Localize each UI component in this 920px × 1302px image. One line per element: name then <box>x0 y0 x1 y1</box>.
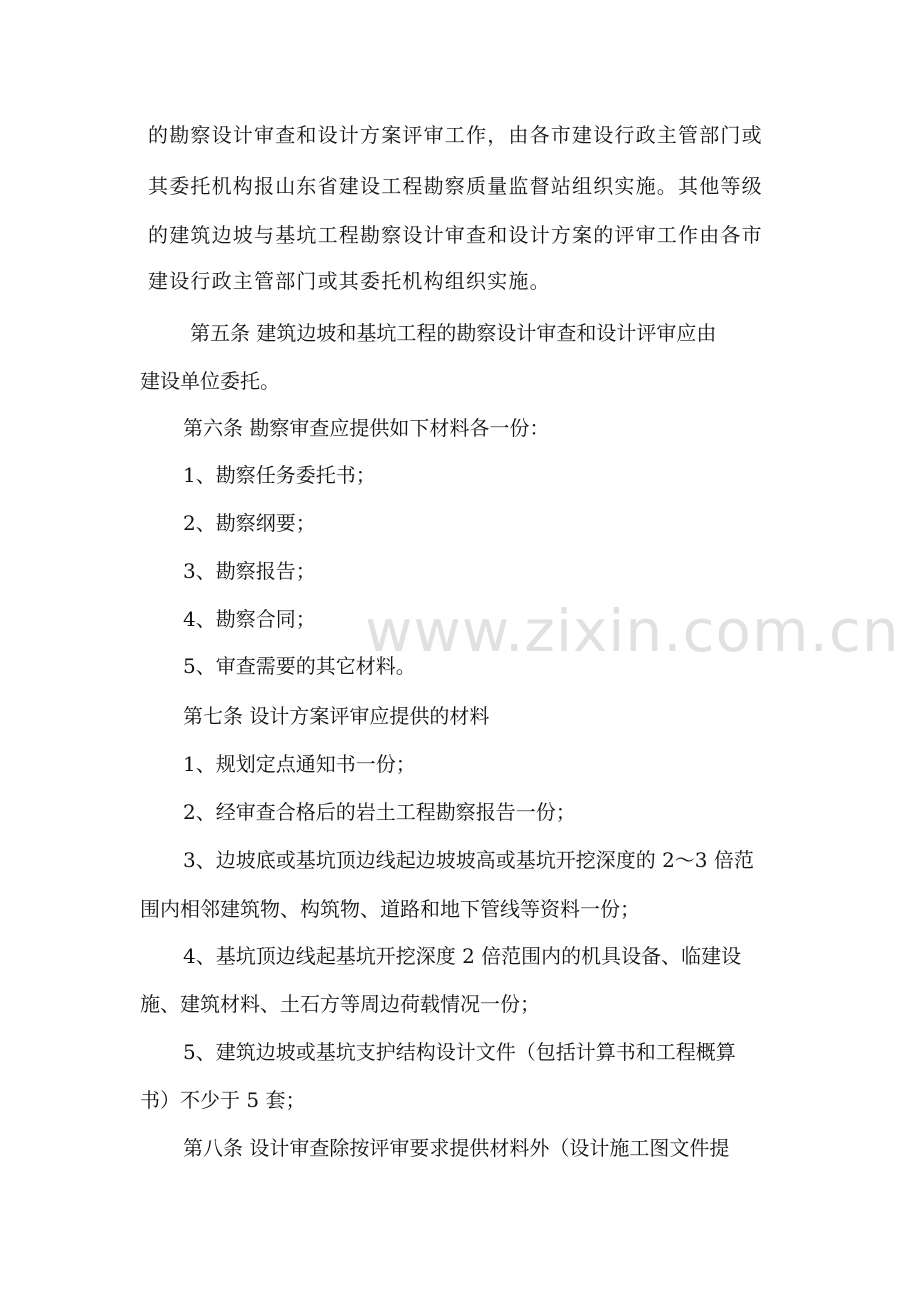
list-item: 3、勘察报告； <box>183 559 316 583</box>
list-item: 2、勘察纲要； <box>183 511 316 535</box>
article-8-line: 第八条 设计审查除按评审要求提供材料外（设计施工图文件提 <box>183 1136 730 1160</box>
paragraph-line: 其委托机构报山东省建设工程勘察质量监督站组织实施。其他等级 <box>148 174 763 198</box>
list-item-continuation: 书）不少于 5 套； <box>140 1088 306 1112</box>
paragraph-line: 建设行政主管部门或其委托机构组织实施。 <box>148 269 551 293</box>
article-5-continuation: 建设单位委托。 <box>140 369 280 393</box>
list-item: 3、边坡底或基坑顶边线起边坡坡高或基坑开挖深度的 2～3 倍范 <box>183 848 754 872</box>
article-5-line: 第五条 建筑边坡和基坑工程的勘察设计审查和设计评审应由 <box>190 321 717 345</box>
article-7-heading: 第七条 设计方案评审应提供的材料 <box>183 704 490 728</box>
list-item-continuation: 围内相邻建筑物、构筑物、道路和地下管线等资料一份； <box>140 897 640 921</box>
list-item: 1、勘察任务委托书； <box>183 463 376 487</box>
paragraph-line: 的建筑边坡与基坑工程勘察设计审查和设计方案的评审工作由各市 <box>148 223 763 247</box>
list-item-continuation: 施、建筑材料、土石方等周边荷载情况一份； <box>140 992 540 1016</box>
list-item: 5、建筑边坡或基坑支护结构设计文件（包括计算书和工程概算 <box>183 1040 736 1064</box>
list-item: 4、勘察合同； <box>183 607 316 631</box>
article-6-heading: 第六条 勘察审查应提供如下材料各一份： <box>183 416 550 440</box>
paragraph-line: 的勘察设计审查和设计方案评审工作，由各市建设行政主管部门或 <box>148 123 763 147</box>
watermark: www.zixin.com.cn <box>365 597 900 665</box>
list-item: 5、审查需要的其它材料。 <box>183 654 416 678</box>
list-item: 4、基坑顶边线起基坑开挖深度 2 倍范围内的机具设备、临建设 <box>183 944 742 968</box>
list-item: 2、经审查合格后的岩土工程勘察报告一份； <box>183 800 576 824</box>
list-item: 1、规划定点通知书一份； <box>183 752 416 776</box>
